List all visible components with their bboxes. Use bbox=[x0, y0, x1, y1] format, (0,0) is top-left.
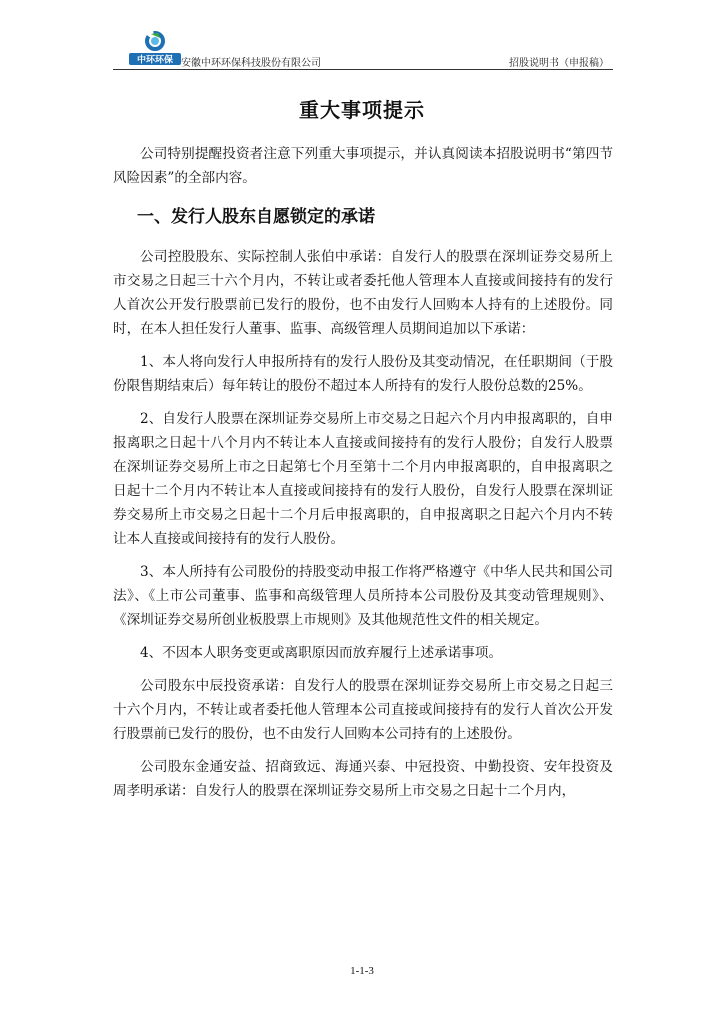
page-number: 1-1-3 bbox=[350, 965, 374, 977]
body-paragraph: 2、自发行人股票在深圳证券交易所上市交易之日起六个月内申报离职的，自申报离职之日起十八个月内不转让本人直接或间接持有的发行人股份；自发行人股票在深圳证券交易所上市之日起第七个月至第十二个月内申报离职的，自申报离职之日起十二个月内不转让本人直接或间接持有的发行人股份，自发行人股票在深圳证券交易所上市交易之日起十二个月后申报离职的，自申报离职之日起六个月内不转让本人直接或间接持有的发行人股份。 bbox=[113, 411, 613, 547]
logo-text: 中环环保 bbox=[136, 55, 174, 66]
body-paragraph: 3、本人所持有公司股份的持股变动申报工作将严格遵守《中华人民共和国公司法》、《上市公司董事、监事和高级管理人员所持本公司股份及其变动管理规则》、《深圳证券交易所创业板股票上市规则》及其他规范性文件的相关规定。 bbox=[113, 564, 613, 628]
intro-paragraph: 公司特别提醒投资者注意下列重大事项提示，并认真阅读本招股说明书“第四节 风险因素”的全部内容。 bbox=[113, 146, 613, 186]
company-name: 安徽中环环保科技股份有限公司 bbox=[181, 58, 321, 69]
document-body bbox=[113, 142, 613, 803]
body-paragraph: 1、本人将向发行人申报所持有的发行人股份及其变动情况，在任职期间（于股份限售期结束后）每年转让的股份不超过本人所持有的发行人股份总数的25%。 bbox=[113, 354, 613, 394]
page-header bbox=[113, 30, 613, 68]
body-paragraph: 公司控股股东、实际控制人张伯中承诺：自发行人的股票在深圳证券交易所上市交易之日起三十六个月内，不转让或者委托他人管理本人直接或间接持有的发行人首次公开发行股票前已发行的股份，也不由发行人回购本人持有的上述股份。同时，在本人担任发行人董事、监事、高级管理人员期间追加以下承诺： bbox=[113, 249, 613, 337]
page-title: 重大事项提示 bbox=[299, 98, 425, 122]
body-paragraph: 公司股东中辰投资承诺：自发行人的股票在深圳证券交易所上市交易之日起三十六个月内，不转让或者委托他人管理本公司直接或间接持有的发行人首次公开发行股票前已发行的股份，也不由发行人回购本公司持有的上述股份。 bbox=[113, 678, 613, 742]
company-logo bbox=[127, 30, 183, 66]
section-heading: 一、发行人股东自愿锁定的承诺 bbox=[137, 207, 375, 227]
body-paragraph: 公司股东金通安益、招商致远、海通兴泰、中冠投资、中勤投资、安年投资及周孝明承诺：自发行人的股票在深圳证券交易所上市交易之日起十二个月内， bbox=[113, 759, 613, 799]
header-divider bbox=[113, 69, 613, 70]
body-paragraph: 4、不因本人职务变更或离职原因而放弃履行上述承诺事项。 bbox=[140, 645, 503, 661]
document-type: 招股说明书（申报稿） bbox=[509, 58, 609, 69]
